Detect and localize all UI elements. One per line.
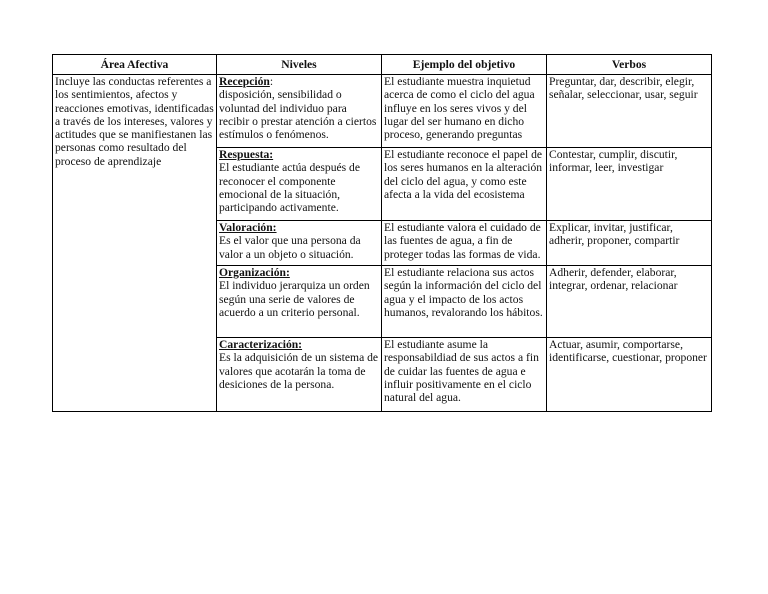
level-description: disposición, sensibilidad o voluntad del individuo para recibir o prestar atención a ciertos estímulos o fenómenos. [219, 88, 377, 142]
affective-domain-table [52, 54, 712, 412]
level-description: Es la adquisición de un sistema de valores que acotarán la toma de desiciones de la persona. [219, 351, 379, 391]
verbs-cell: Explicar, invitar, justificar, adherir, proponer, compartir [547, 221, 712, 266]
level-name: Valoración: [219, 221, 277, 234]
level-name: Organización: [219, 266, 290, 279]
verbs-cell: Adherir, defender, elaborar, integrar, ordenar, relacionar [547, 266, 712, 338]
verbs-cell: Actuar, asumir, comportarse, identificarse, cuestionar, proponer [547, 338, 712, 412]
header-row [53, 55, 712, 75]
example-cell: El estudiante valora el cuidado de las fuentes de agua, a fin de proteger todas las formas de vida. [382, 221, 547, 266]
level-cell [217, 148, 382, 221]
example-cell: El estudiante asume la responsabildiad de sus actos a fin de cuidar las fuentes de agua e influir positivamente en el ciclo natural del agua. [382, 338, 547, 412]
level-name: Respuesta: [219, 148, 274, 161]
header-verbs: Verbos [547, 55, 712, 75]
verbs-cell: Preguntar, dar, describir, elegir, señalar, seleccionar, usar, seguir [547, 75, 712, 148]
level-name: Recepción [219, 75, 270, 88]
level-description: El individuo jerarquiza un orden según una serie de valores de acuerdo a un criterio personal. [219, 279, 370, 319]
example-cell: El estudiante reconoce el papel de los seres humanos en la alteración del ciclo del agua, y como este afecta a la vida del ecosistema [382, 148, 547, 221]
header-levels: Niveles [217, 55, 382, 75]
table-row [53, 75, 712, 148]
verbs-cell: Contestar, cumplir, discutir, informar, leer, investigar [547, 148, 712, 221]
level-cell [217, 338, 382, 412]
header-example: Ejemplo del objetivo [382, 55, 547, 75]
level-cell [217, 221, 382, 266]
example-cell: El estudiante muestra inquietud acerca de como el ciclo del agua influye en los seres vivos y del lugar del ser humano en dicho proceso, generando preguntas [382, 75, 547, 148]
level-cell [217, 75, 382, 148]
level-name: Caracterización: [219, 338, 303, 351]
level-cell [217, 266, 382, 338]
level-description: Es el valor que una persona da valor a un objeto o situación. [219, 234, 361, 261]
header-area: Área Afectiva [53, 55, 217, 75]
level-name-suffix: : [269, 75, 274, 88]
area-description: Incluye las conductas referentes a los sentimientos, afectos y reacciones emotivas, identificadas a través de los intereses, valores y actitudes que se manifiestanen las personas como resultado del proceso de aprendizaje [53, 75, 217, 412]
example-cell: El estudiante relaciona sus actos según la información del ciclo del agua y el impacto de los actos humanos, revalorando los hábitos. [382, 266, 547, 338]
level-description: El estudiante actúa después de reconocer el componente emocional de la situación, participando activamente. [219, 161, 361, 215]
